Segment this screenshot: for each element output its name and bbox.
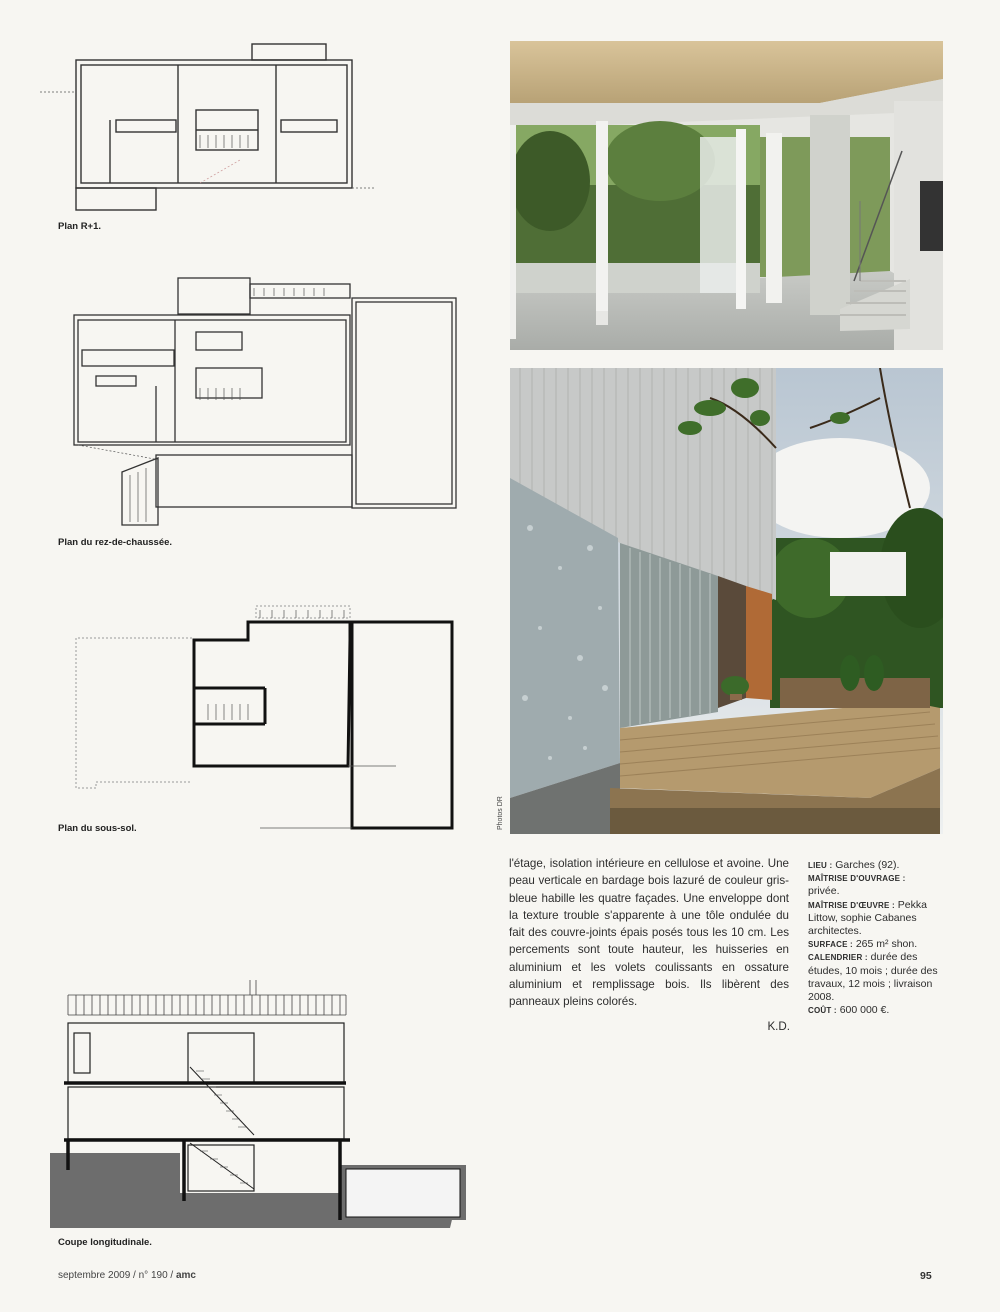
- photo-exterior: [510, 368, 943, 834]
- page-number: 95: [920, 1270, 932, 1282]
- magazine-name: amc: [175, 1270, 196, 1281]
- caption-coupe: Coupe longitudinale.: [58, 1237, 152, 1248]
- plan-rdc-drawing: [60, 270, 460, 528]
- info-ouvrage: MAÎTRISE D'OUVRAGE : privée.: [808, 874, 906, 898]
- info-calendrier: CALENDRIER : durée des études, 10 mois ; durée des travaux, 12 mois ; livraison 2008.: [808, 951, 938, 1004]
- photo-credit: Photos DR: [497, 796, 504, 830]
- caption-plan-soussol: Plan du sous-sol.: [58, 823, 137, 834]
- article-body: [509, 855, 789, 1011]
- photo-interior: [510, 41, 943, 350]
- info-cout: COÛT : 600 000 €.: [808, 1004, 890, 1017]
- article-paragraph: l'étage, isolation intérieure en cellulose et avoine. Une peau verticale en bardage bois lazuré de couleur gris-bleue habille les quatre façades. Une enveloppe dont la texture trouble s'apparente à une tôle ondulée du fait des couvre-joints épais posés tous les 10 cm. Les percements sont toute hauteur, les huisseries en aluminium et les volets coulissants en ossature aluminium et remplissage bois. Ils libèrent des panneaux pleins colorés.: [509, 857, 789, 1009]
- plan-soussol-drawing: [60, 600, 460, 835]
- article-signature: K.D.: [767, 1020, 790, 1033]
- project-info-box: [808, 859, 938, 1017]
- info-lieu: LIEU : Garches (92).: [808, 859, 900, 871]
- info-surface: SURFACE : 265 m² shon.: [808, 938, 918, 951]
- plan-r1-drawing: [40, 40, 380, 215]
- coupe-drawing: [50, 975, 470, 1230]
- info-oeuvre: MAÎTRISE D'ŒUVRE : Pekka Littow, sophie Cabanes architectes.: [808, 898, 927, 938]
- footer-issue: septembre 2009 / n° 190 / amc: [58, 1270, 196, 1281]
- caption-plan-r1: Plan R+1.: [58, 221, 102, 232]
- caption-plan-rdc: Plan du rez-de-chaussée.: [58, 537, 173, 548]
